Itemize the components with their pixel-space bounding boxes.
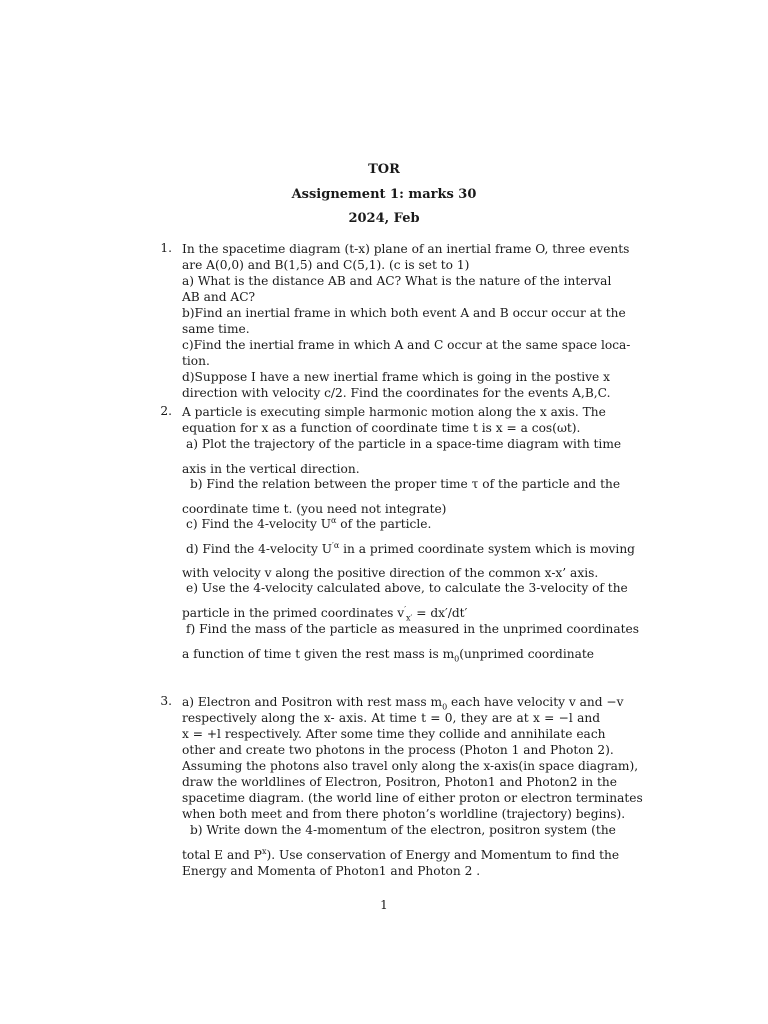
question-3-line: x = +l respectively. After some time they collide and annihilate each	[182, 727, 606, 741]
question-2-line: b) Find the relation between the proper time τ of the particle and the	[190, 477, 621, 491]
question-1-line: b)Find an inertial frame in which both event A and B occur occur at the	[182, 306, 626, 320]
question-2-line: a) Plot the trajectory of the particle in a space-time diagram with time	[186, 437, 622, 451]
question-2-line: equation for x as a function of coordinate time t is x = a cos(ωt).	[182, 421, 581, 435]
question-2-line: a function of time t given the rest mass is $m_0(unprimed$ coordinate	[182, 647, 594, 664]
question-2-line: c) Find the 4-velocity $U^\alpha$ of the particle.	[186, 515, 432, 531]
question-3-number: 3.	[160, 694, 172, 708]
question-3-line: respectively along the x- axis. At time t = 0, they are at x = −l and	[182, 711, 600, 725]
question-3-line: Assuming the photons also travel only along the x-axis(in space diagram),	[182, 759, 639, 773]
question-1-line: a) What is the distance AB and AC? What is the nature of the interval	[182, 274, 612, 288]
assignment-date: 2024, Feb	[348, 211, 420, 226]
question-3-line: when both meet and from there photon’s worldline (trajectory) begins).	[182, 807, 626, 821]
question-1-line: AB and AC?	[182, 290, 256, 304]
question-3-line: b) Write down the 4-momentum of the electron, positron system (the	[190, 823, 616, 837]
question-3-line: spacetime diagram. (the world line of either proton or electron terminates	[182, 791, 643, 805]
question-3-line: a) Electron and Positron with rest mass $m_0$ each have velocity v and −v	[182, 695, 624, 712]
document-title: TOR	[368, 162, 400, 177]
question-2-line: A particle is executing simple harmonic motion along the x axis. The	[182, 405, 606, 419]
question-1-number: 1.	[160, 241, 172, 255]
question-2-line: particle in the primed coordinates $v'_{x'} = dx'/dt'$	[182, 604, 468, 623]
question-3-line: other and create two photons in the process (Photon 1 and Photon 2).	[182, 743, 614, 757]
question-1-line: c)Find the inertial frame in which A and C occur at the same space loca-	[182, 338, 631, 352]
question-3-line: draw the worldlines of Electron, Positron, Photon1 and Photon2 in the	[182, 775, 617, 789]
question-2-line: f) Find the mass of the particle as measured in the unprimed coordinates	[186, 622, 639, 636]
question-3-line: Energy and Momenta of Photon1 and Photon 2 .	[182, 864, 481, 878]
question-1-line: tion.	[182, 354, 210, 368]
question-3-line: total E and $P^x$). Use conservation of Energy and Momentum to find the	[182, 846, 620, 862]
question-2-line: with velocity v along the positive direction of the common x-x’ axis.	[182, 566, 599, 580]
question-1-line: same time.	[182, 322, 250, 336]
question-2-line: e) Use the 4-velocity calculated above, to calculate the 3-velocity of the	[186, 581, 628, 595]
question-1-line: direction with velocity c/2. Find the coordinates for the events A,B,C.	[182, 386, 611, 400]
question-2-number: 2.	[160, 404, 172, 418]
assignment-subtitle: Assignement 1: marks 30	[291, 187, 477, 202]
page-number: 1	[380, 898, 388, 912]
question-2-line: coordinate time t. (you need not integrate)	[182, 502, 447, 516]
question-1-line: d)Suppose I have a new inertial frame which is going in the postive x	[182, 370, 610, 384]
question-1-line: In the spacetime diagram (t-x) plane of an inertial frame O, three events	[182, 242, 630, 256]
question-2-line: d) Find the 4-velocity $U^{'\alpha}$ in a primed coordinate system which is moving	[186, 540, 635, 556]
question-1-line: are A(0,0) and B(1,5) and C(5,1). (c is set to 1)	[182, 258, 470, 272]
question-2-line: axis in the vertical direction.	[182, 462, 360, 476]
